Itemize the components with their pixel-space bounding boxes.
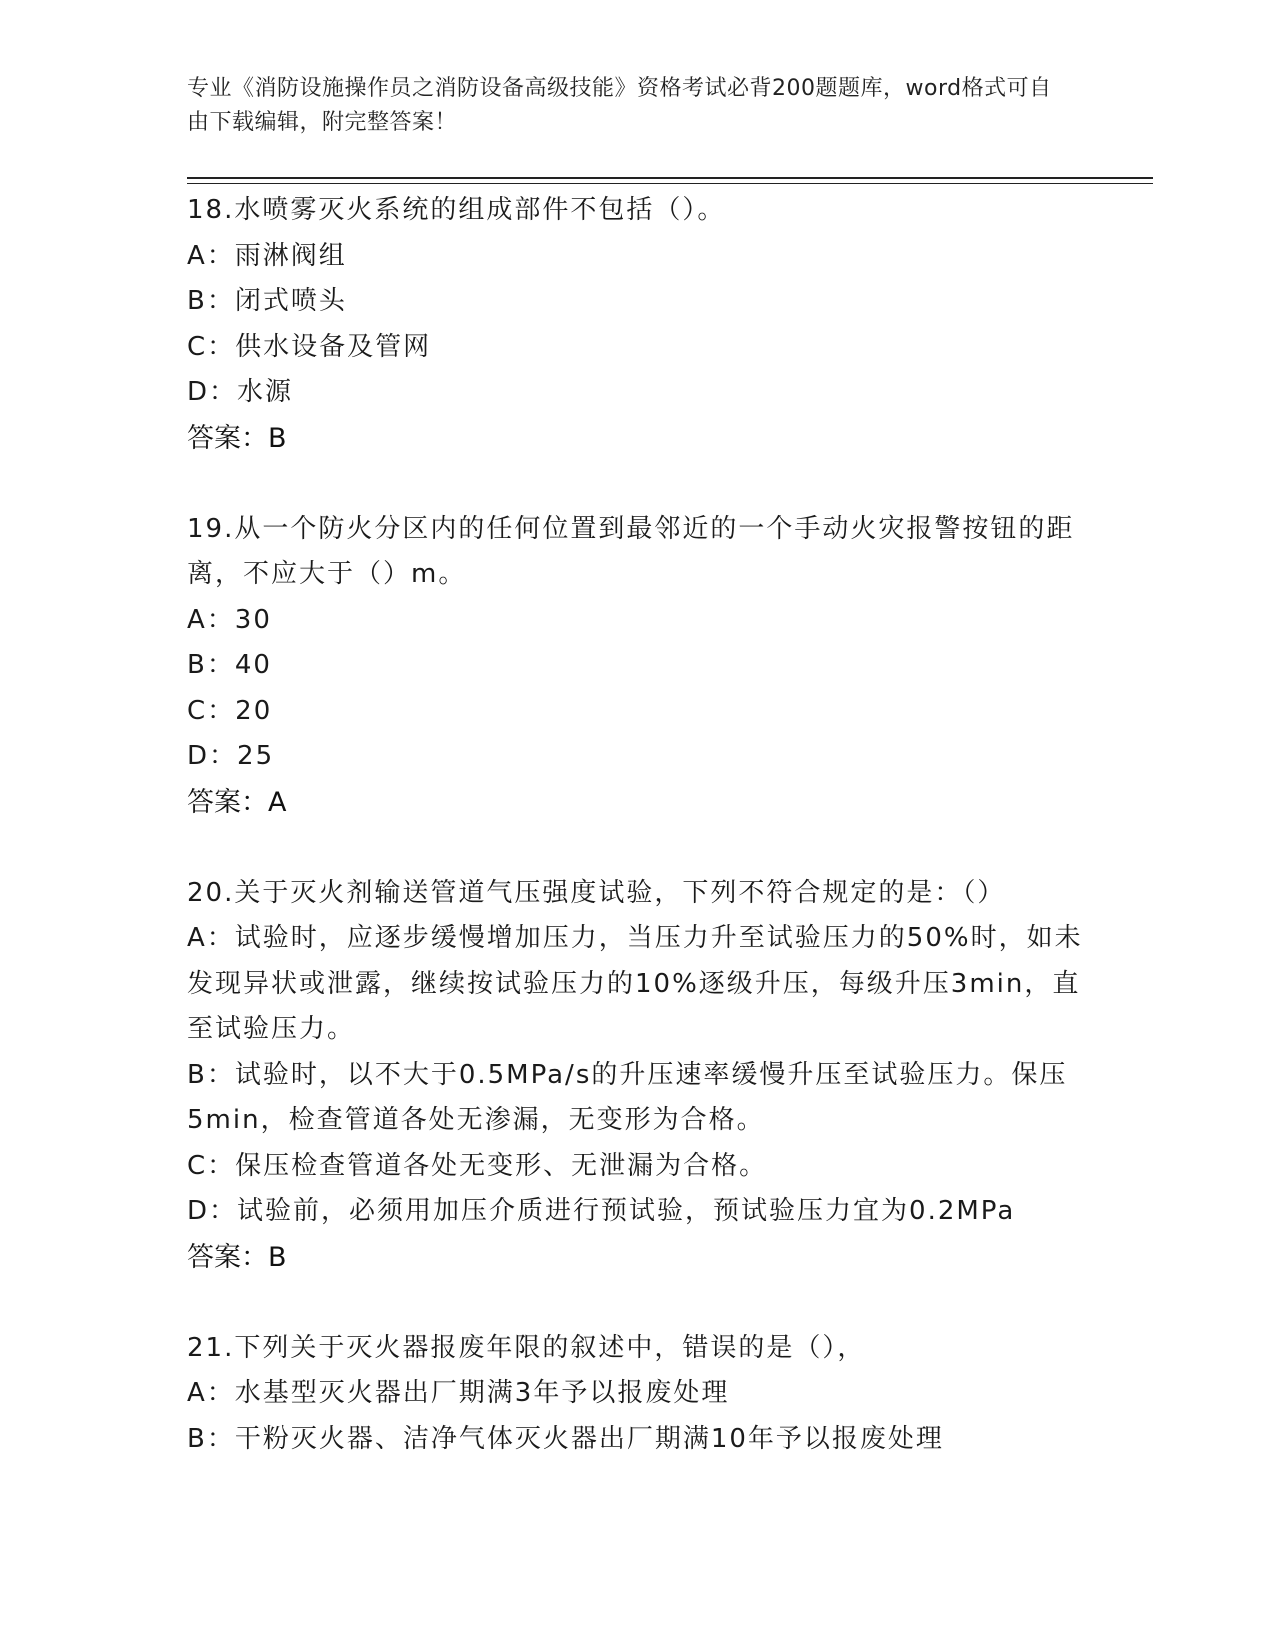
answer: 答案：B [187,422,287,454]
answer: 答案：B [187,1241,287,1273]
option-b: B：干粉灭火器、洁净气体灭火器出厂期满10年予以报废处理 [187,1423,944,1454]
answer: 答案：A [187,786,287,818]
option-d: D：25 [187,741,275,771]
header-divider-thick [187,177,1153,179]
option-d: D：水源 [187,377,294,407]
option-a: A：雨淋阀组 [187,240,347,271]
option-b: B：40 [187,650,272,680]
spacer [187,461,1087,507]
question-19 [187,507,1087,826]
question-stem: 20.关于灭火剂输送管道气压强度试验，下列不符合规定的是：（） [187,877,1006,908]
question-20 [187,871,1087,1281]
spacer [187,825,1087,871]
option-c: C：保压检查管道各处无变形、无泄漏为合格。 [187,1150,768,1181]
question-stem: 21.下列关于灭火器报废年限的叙述中，错误的是（）， [187,1332,866,1363]
document-header [187,72,1067,140]
question-21 [187,1326,1087,1463]
option-c: C：20 [187,695,273,726]
question-18 [187,188,1087,461]
question-stem: 18.水喷雾灭火系统的组成部件不包括（）。 [187,195,726,225]
question-stem: 19.从一个防火分区内的任何位置到最邻近的一个手动火灾报警按钮的距离，不应大于（）m。 [187,513,1075,589]
option-a: A：水基型灭火器出厂期满3年予以报废处理 [187,1378,730,1408]
option-d: D：试验前，必须用加压介质进行预试验，预试验压力宜为0.2MPa [187,1196,1016,1226]
option-b: B：试验时，以不大于0.5MPa/s的升压速率缓慢升压至试验压力。保压5min，检查管道各处无渗漏，无变形为合格。 [187,1059,1068,1135]
question-list [187,188,1087,1462]
header-divider-thin [187,183,1153,184]
option-c: C：供水设备及管网 [187,331,432,362]
option-a: A：30 [187,604,272,635]
option-b: B：闭式喷头 [187,286,347,316]
spacer [187,1280,1087,1326]
header-text: 专业《消防设施操作员之消防设备高级技能》资格考试必背200题题库，word格式可自由下载编辑，附完整答案！ [187,76,1052,135]
option-a: A：试验时，应逐步缓慢增加压力，当压力升至试验压力的50%时，如未发现异状或泄露，继续按试验压力的10%逐级升压，每级升压3min，直至试验压力。 [187,923,1083,1044]
